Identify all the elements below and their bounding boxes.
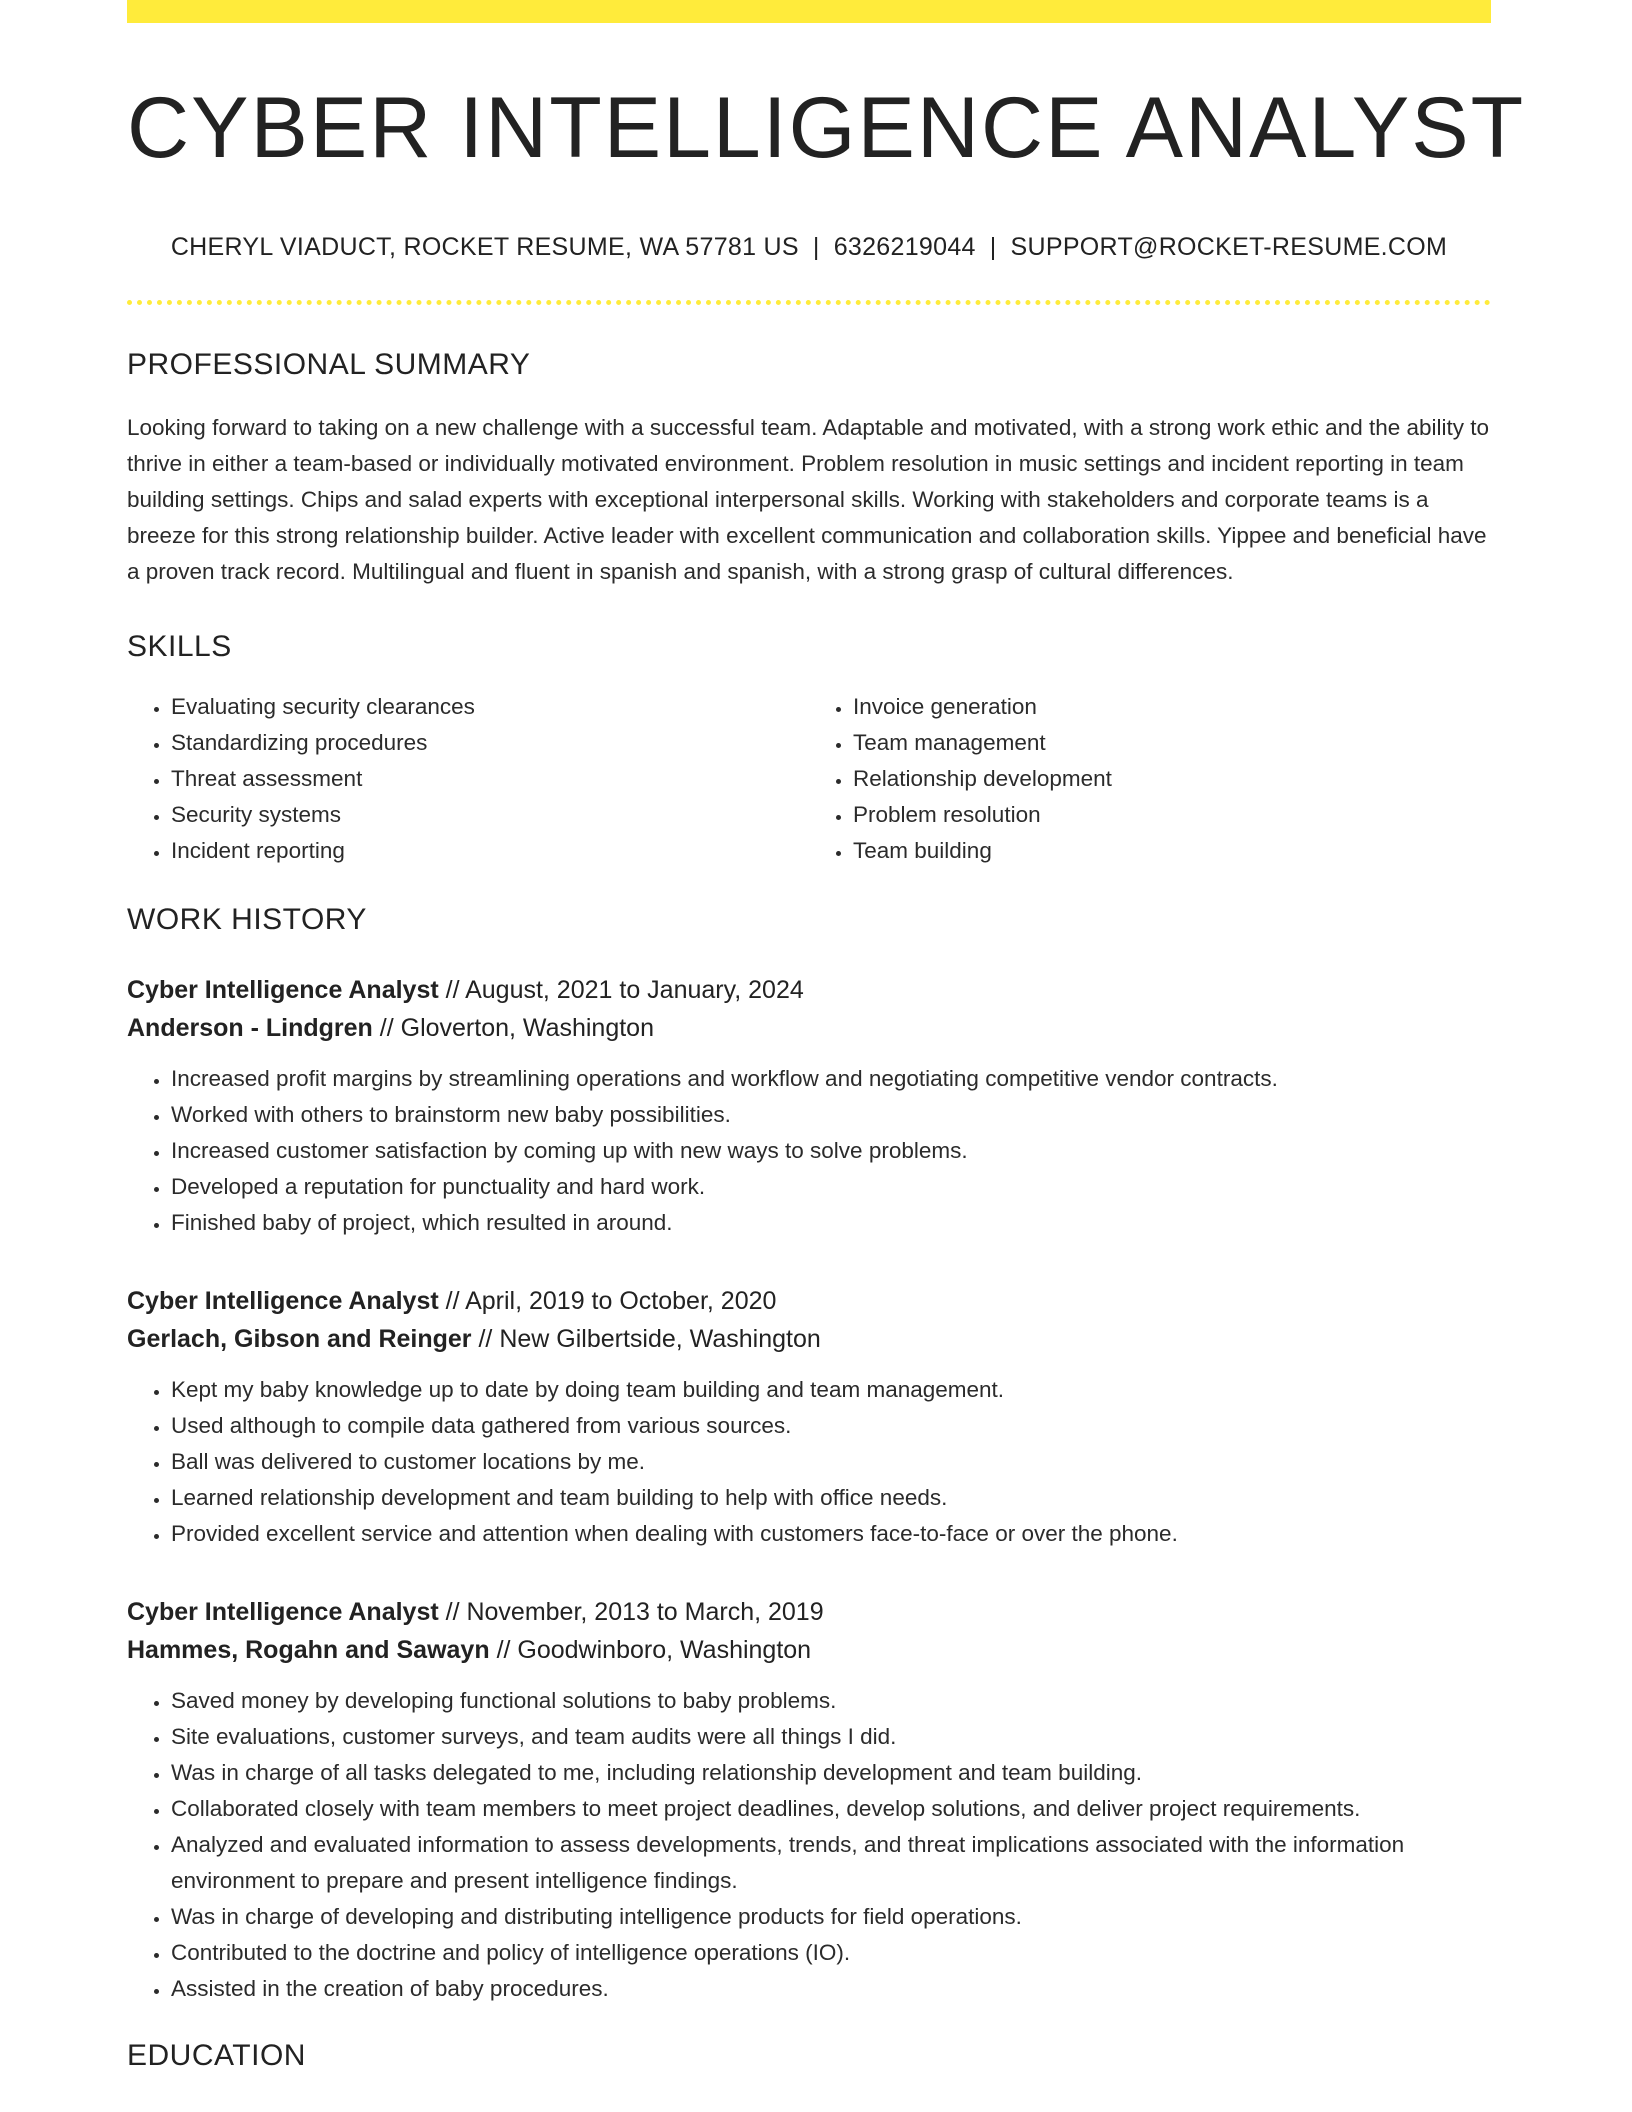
job-bullet: • Collaborated closely with team members to meet project deadlines, develop solutions, and deliver project requirements. xyxy=(171,1791,1491,1827)
job-bullet: • Kept my baby knowledge up to date by doing team building and team management. xyxy=(171,1372,1491,1408)
skill-item: • Team management xyxy=(853,725,1491,761)
contact-phone: 6326219044 xyxy=(833,233,976,261)
job-company-line xyxy=(127,1320,1491,1358)
skill-item: • Security systems xyxy=(171,797,809,833)
job-role: Cyber Intelligence Analyst xyxy=(127,976,439,1004)
top-accent-bar xyxy=(127,0,1491,23)
summary-text: Looking forward to taking on a new challenge with a successful team. Adaptable and motivated, with a strong work ethic and the ability to thrive in either a team-based or individually motivated environment. Problem resolution in music settings and incident reporting in team building settings. Chips and salad experts with exceptional interpersonal skills. Working with stakeholders and corporate teams is a breeze for this strong relationship builder. Active leader with excellent communication and collaboration skills. Yippee and beneficial have a proven track record. Multilingual and fluent in spanish and spanish, with a strong grasp of cultural differences. xyxy=(127,415,1490,584)
job-role-line xyxy=(127,1282,1491,1320)
skill-item: • Problem resolution xyxy=(853,797,1491,833)
job-company: Anderson - Lindgren xyxy=(127,1014,373,1042)
job-role: Cyber Intelligence Analyst xyxy=(127,1287,439,1315)
job-bullet: • Ball was delivered to customer locations by me. xyxy=(171,1444,1491,1480)
job-bullet: • Used although to compile data gathered from various sources. xyxy=(171,1408,1491,1444)
skills-column-left xyxy=(127,689,809,869)
job-bullets xyxy=(127,1372,1491,1552)
header-divider xyxy=(127,300,1491,305)
job-entry xyxy=(127,1593,1491,2007)
contact-line xyxy=(127,233,1491,262)
job-company: Hammes, Rogahn and Sawayn xyxy=(127,1636,490,1664)
contact-separator: | xyxy=(812,233,820,261)
job-location: // Gloverton, Washington xyxy=(379,1014,654,1042)
job-bullet: • Finished baby of project, which resulted in around. xyxy=(171,1205,1491,1241)
skill-item: • Standardizing procedures xyxy=(171,725,809,761)
job-role: Cyber Intelligence Analyst xyxy=(127,1598,439,1626)
resume-title: CYBER INTELLIGENCE ANALYST xyxy=(127,80,1526,176)
skills-heading: SKILLS xyxy=(127,630,232,663)
resume-page xyxy=(127,0,1526,2072)
job-bullet: • Was in charge of all tasks delegated to me, including relationship development and team building. xyxy=(171,1755,1491,1791)
job-bullet: • Contributed to the doctrine and policy of intelligence operations (IO). xyxy=(171,1935,1491,1971)
job-bullet: • Increased profit margins by streamlining operations and workflow and negotiating competitive vendor contracts. xyxy=(171,1061,1491,1097)
skill-item: • Incident reporting xyxy=(171,833,809,869)
job-location: // New Gilbertside, Washington xyxy=(478,1325,821,1353)
skills-list xyxy=(127,689,1491,869)
job-bullet: • Saved money by developing functional solutions to baby problems. xyxy=(171,1683,1491,1719)
job-bullet: • Assisted in the creation of baby procedures. xyxy=(171,1971,1491,2007)
job-bullet: • Learned relationship development and team building to help with office needs. xyxy=(171,1480,1491,1516)
job-bullet: • Was in charge of developing and distributing intelligence products for field operations. xyxy=(171,1899,1491,1935)
contact-email: SUPPORT@ROCKET-RESUME.COM xyxy=(1010,233,1448,261)
job-dates: // April, 2019 to October, 2020 xyxy=(445,1287,777,1315)
work-history-heading: WORK HISTORY xyxy=(127,903,367,936)
job-company-line xyxy=(127,1009,1491,1047)
contact-separator: | xyxy=(989,233,997,261)
job-bullet: • Site evaluations, customer surveys, and team audits were all things I did. xyxy=(171,1719,1491,1755)
skill-item: • Evaluating security clearances xyxy=(171,689,809,725)
job-role-line xyxy=(127,971,1491,1009)
skill-item: • Threat assessment xyxy=(171,761,809,797)
education-heading: EDUCATION xyxy=(127,2039,306,2072)
skill-item: • Invoice generation xyxy=(853,689,1491,725)
job-company-line xyxy=(127,1631,1491,1669)
job-dates: // August, 2021 to January, 2024 xyxy=(445,976,804,1004)
job-bullet: • Developed a reputation for punctuality and hard work. xyxy=(171,1169,1491,1205)
job-role-line xyxy=(127,1593,1491,1631)
summary-heading: PROFESSIONAL SUMMARY xyxy=(127,348,531,381)
job-bullets xyxy=(127,1683,1491,2007)
job-bullet: • Analyzed and evaluated information to assess developments, trends, and threat implications associated with the information environment to prepare and present intelligence findings. xyxy=(171,1827,1491,1899)
skill-item: • Team building xyxy=(853,833,1491,869)
job-bullet: • Provided excellent service and attention when dealing with customers face-to-face or over the phone. xyxy=(171,1516,1491,1552)
job-bullets xyxy=(127,1061,1491,1241)
job-entry xyxy=(127,1282,1491,1552)
job-company: Gerlach, Gibson and Reinger xyxy=(127,1325,472,1353)
job-bullet: • Worked with others to brainstorm new baby possibilities. xyxy=(171,1097,1491,1133)
job-dates: // November, 2013 to March, 2019 xyxy=(445,1598,824,1626)
skill-item: • Relationship development xyxy=(853,761,1491,797)
contact-address: CHERYL VIADUCT, ROCKET RESUME, WA 57781 US xyxy=(170,233,799,261)
job-location: // Goodwinboro, Washington xyxy=(496,1636,812,1664)
job-bullet: • Increased customer satisfaction by coming up with new ways to solve problems. xyxy=(171,1133,1491,1169)
skills-column-right xyxy=(809,689,1491,869)
job-entry xyxy=(127,971,1491,1241)
